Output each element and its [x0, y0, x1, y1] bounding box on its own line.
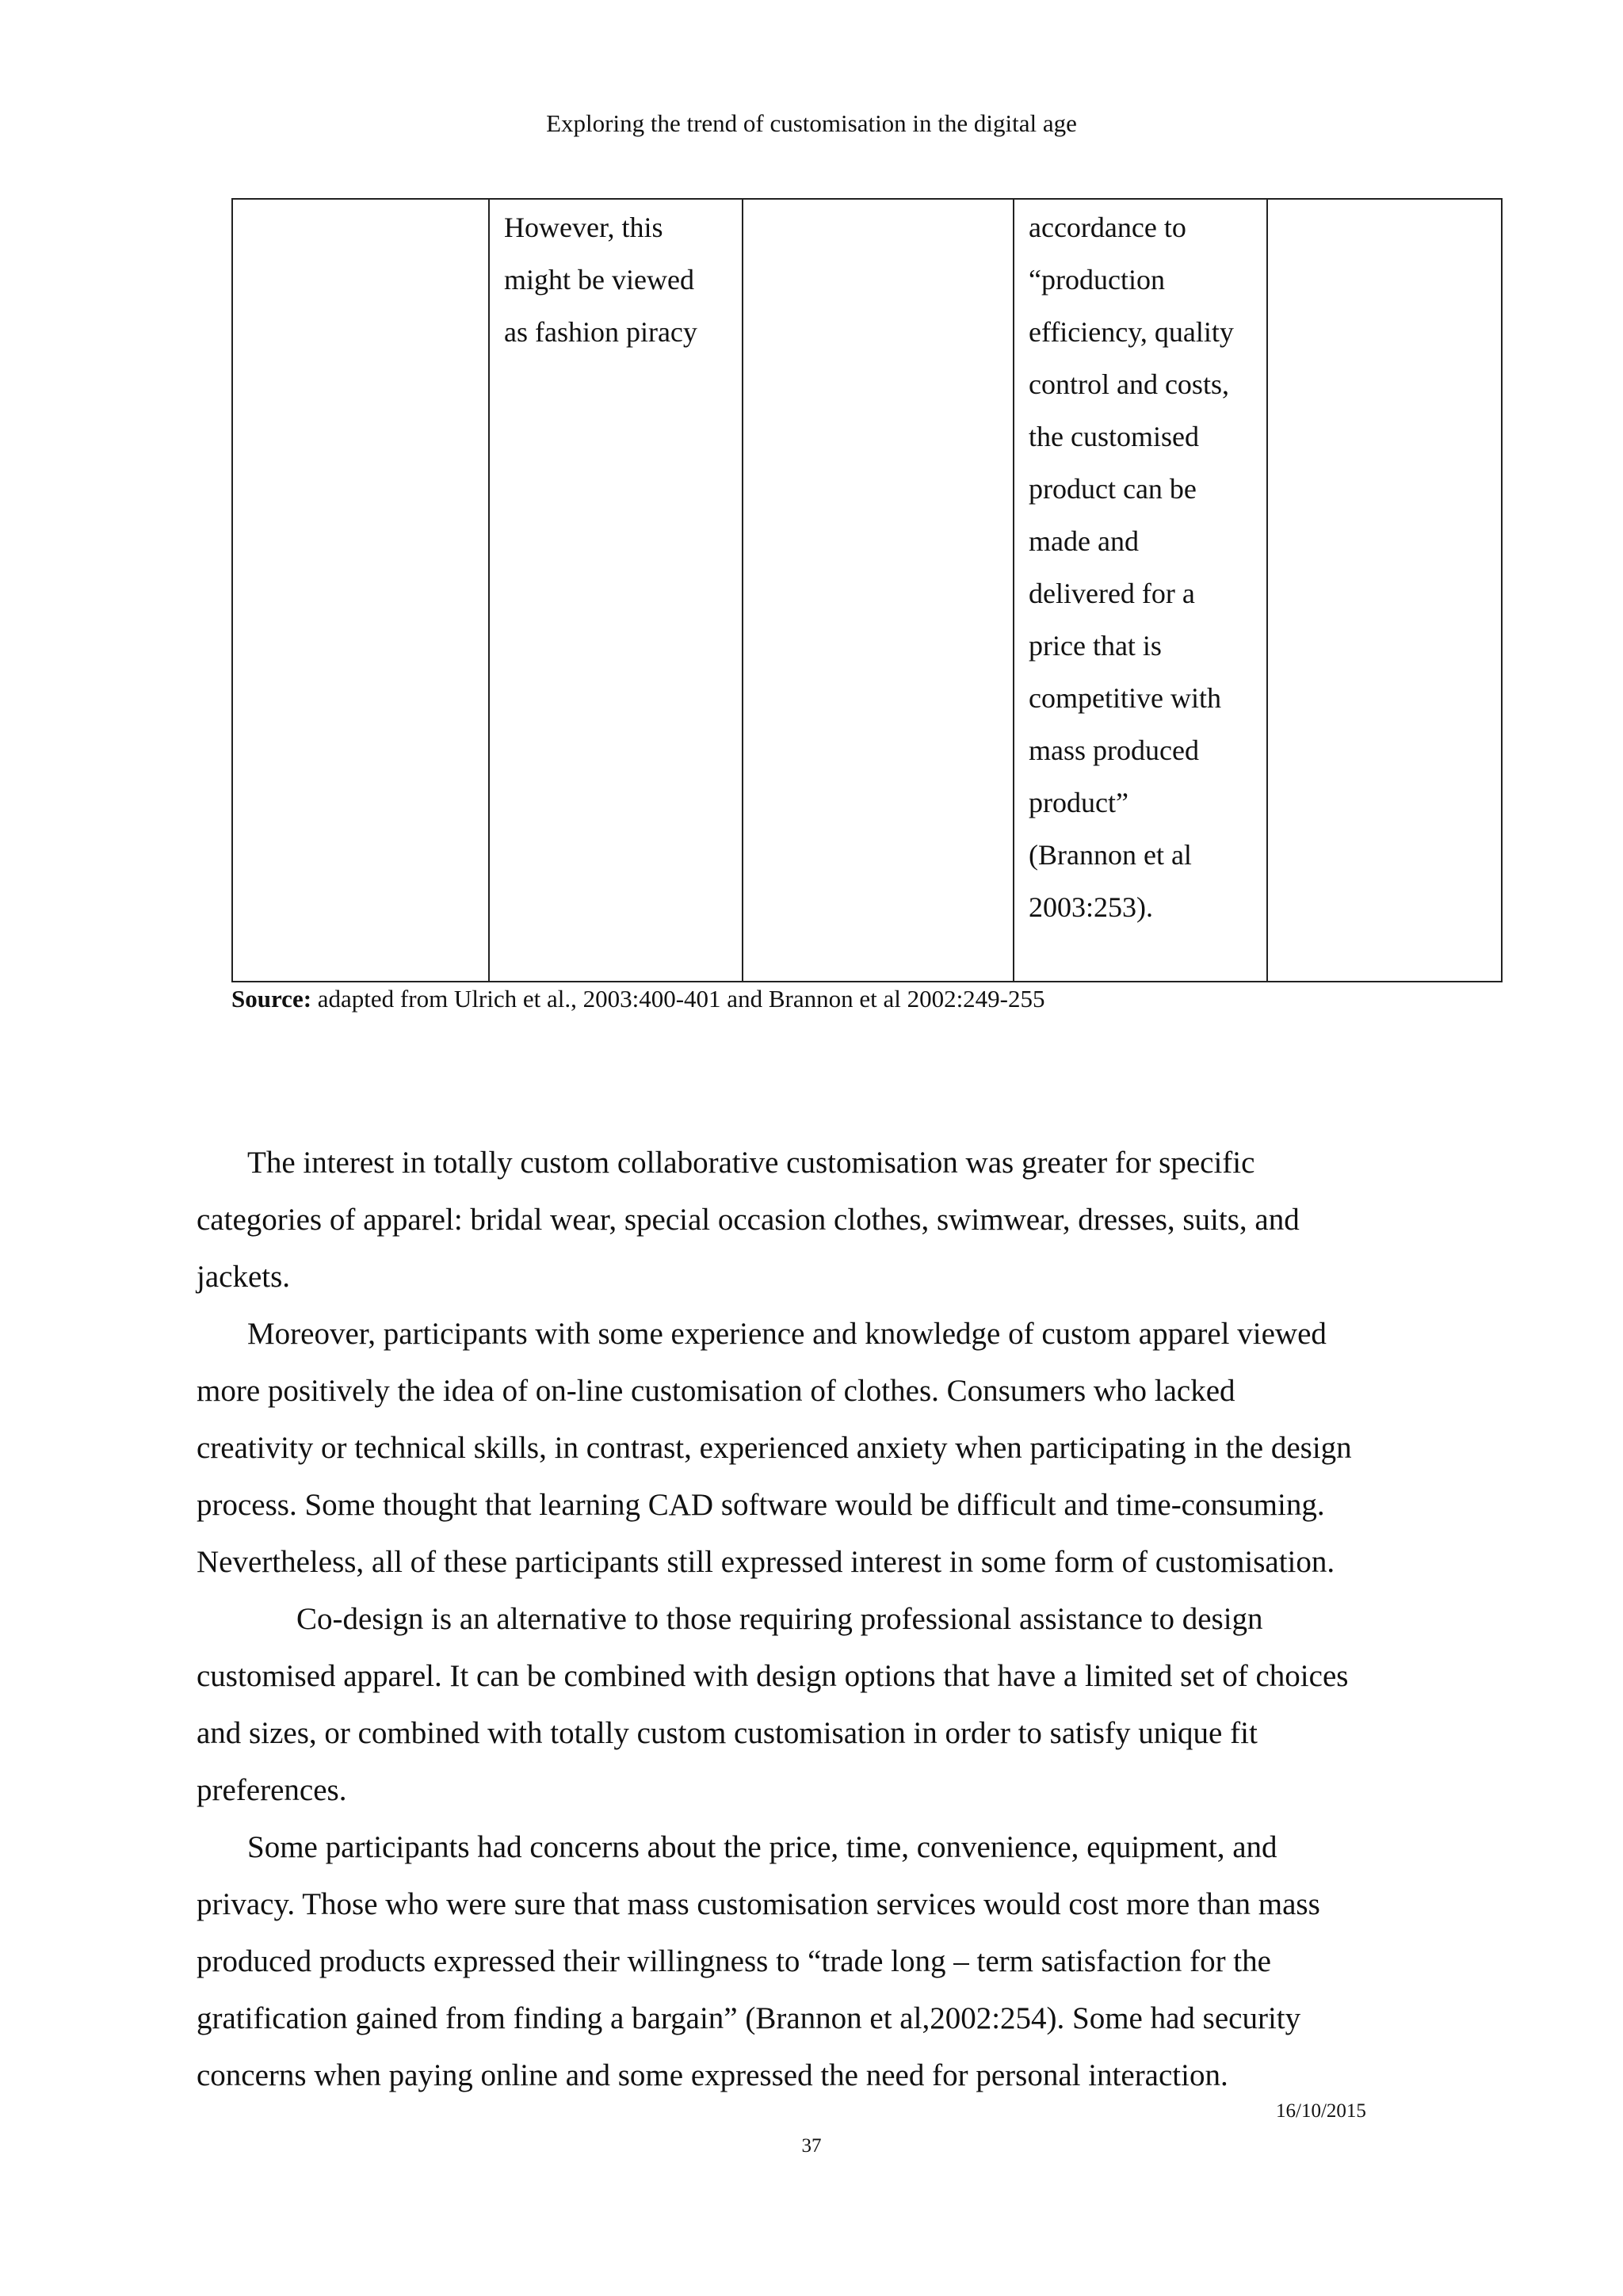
table-cell-line: delivered for a — [1029, 578, 1195, 609]
body-line: produced products expressed their willingness to “trade long – term satisfaction for the — [197, 1944, 1271, 1978]
body-line: privacy. Those who were sure that mass customisation services would cost more than mass — [197, 1887, 1320, 1921]
table-source-note — [231, 982, 1045, 1016]
body-line: Co-design is an alternative to those requiring professional assistance to design — [296, 1602, 1263, 1636]
table-cell-col2 — [504, 201, 697, 358]
body-line: Nevertheless, all of these participants still expressed interest in some form of customisation. — [197, 1545, 1335, 1579]
footer-date: 16/10/2015 — [1276, 2100, 1366, 2122]
table-cell-line: 2003:253). — [1029, 891, 1153, 923]
body-line: more positively the idea of on-line customisation of clothes. Consumers who lacked — [197, 1374, 1235, 1408]
table-cell-line: product can be — [1029, 473, 1197, 505]
table-column-divider — [488, 200, 490, 981]
body-line: jackets. — [197, 1260, 291, 1294]
table-cell-line: accordance to — [1029, 212, 1186, 243]
table-cell-line: However, this — [504, 212, 663, 243]
table-cell-line: price that is — [1029, 630, 1162, 662]
body-line: The interest in totally custom collaborative customisation was greater for specific — [247, 1146, 1255, 1180]
table-cell-line: might be viewed — [504, 264, 694, 296]
body-line: preferences. — [197, 1773, 347, 1807]
body-line: and sizes, or combined with totally custom customisation in order to satisfy unique fit — [197, 1716, 1258, 1750]
body-line: Some participants had concerns about the price, time, convenience, equipment, and — [247, 1830, 1277, 1864]
table-cell-line: (Brannon et al — [1029, 839, 1192, 871]
table-cell-col5 — [1268, 200, 1503, 981]
body-line: process. Some thought that learning CAD software would be difficult and time-consuming. — [197, 1488, 1325, 1522]
comparison-table — [231, 198, 1503, 982]
table-cell-col3 — [743, 200, 1013, 981]
source-label: Source: — [231, 985, 312, 1013]
source-text: adapted from Ulrich et al., 2003:400-401 and Brannon et al 2002:249-255 — [311, 985, 1045, 1013]
body-paragraphs — [197, 1135, 1449, 2104]
table-cell-line: competitive with — [1029, 682, 1221, 714]
page-number: 37 — [801, 2135, 822, 2157]
table-cell-line: product” — [1029, 787, 1128, 818]
table-cell-line: the customised — [1029, 421, 1199, 452]
table-cell-line: control and costs, — [1029, 368, 1229, 400]
table-cell-line: made and — [1029, 525, 1139, 557]
body-line: creativity or technical skills, in contrast, experienced anxiety when participating in the design — [197, 1431, 1352, 1465]
table-cell-line: efficiency, quality — [1029, 316, 1234, 348]
body-line: gratification gained from finding a bargain” (Brannon et al,2002:254). Some had security — [197, 2001, 1301, 2035]
table-cell-line: mass produced — [1029, 734, 1199, 766]
table-cell-line: “production — [1029, 264, 1165, 296]
body-line: customised apparel. It can be combined with design options that have a limited set of choices — [197, 1659, 1349, 1693]
table-cell-col4 — [1029, 201, 1234, 933]
body-line: categories of apparel: bridal wear, special occasion clothes, swimwear, dresses, suits, and — [197, 1203, 1300, 1237]
running-header: Exploring the trend of customisation in the digital age — [546, 109, 1077, 137]
table-column-divider — [1013, 200, 1014, 981]
table-cell-col1 — [233, 200, 488, 981]
body-line: Moreover, participants with some experience and knowledge of custom apparel viewed — [247, 1317, 1327, 1351]
table-cell-line: as fashion piracy — [504, 316, 697, 348]
body-line: concerns when paying online and some expressed the need for personal interaction. — [197, 2058, 1228, 2092]
